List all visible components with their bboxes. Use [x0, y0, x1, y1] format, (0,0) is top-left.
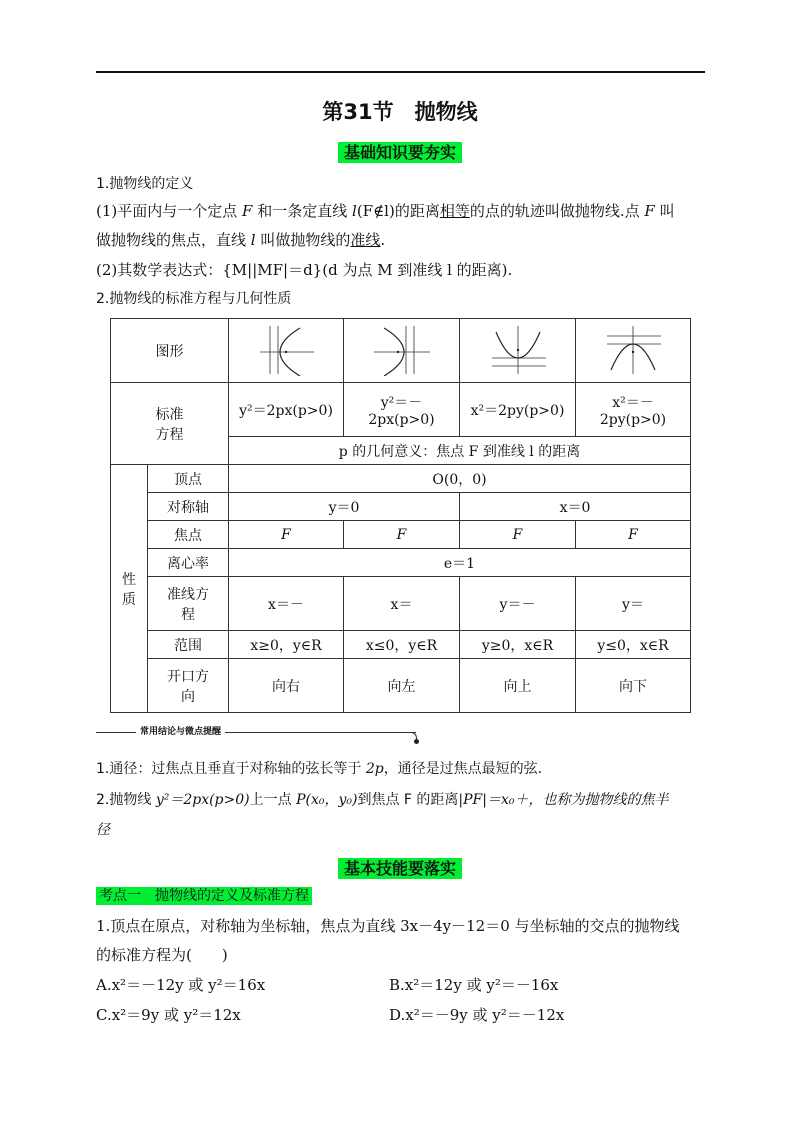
standard-equation-heading: 2.抛物线的标准方程与几何性质 — [96, 291, 292, 307]
option-c[interactable]: C.x²＝9y 或 y²＝12x — [96, 1006, 241, 1024]
section-banner-skills-label: 基本技能要落实 — [338, 858, 462, 879]
option-d[interactable]: D.x²＝－9y 或 y²＝－12x — [389, 1006, 565, 1024]
directrix-value: y＝－ — [460, 577, 576, 631]
directrix-value: x＝ — [344, 577, 460, 631]
focus-label: 焦点 — [148, 521, 229, 549]
parabola-up-figure — [488, 322, 548, 376]
tip-1: 1.通径：过焦点且垂直于对称轴的弦长等于 2p，通径是过焦点最短的弦. — [96, 761, 543, 777]
table-row — [111, 465, 691, 493]
table-row — [111, 549, 691, 577]
table-row — [111, 521, 691, 549]
vertex-label: 顶点 — [148, 465, 229, 493]
option-b[interactable]: B.x²＝12y 或 y²＝－16x — [389, 976, 559, 994]
opening-value: 向右 — [229, 659, 344, 713]
properties-label: 性 质 — [111, 465, 148, 713]
figure-right — [229, 319, 344, 383]
parabola-down-figure — [603, 322, 663, 376]
eccentricity-value: e＝1 — [229, 549, 691, 577]
equation-left: y²＝－ 2px(p>0) — [344, 383, 460, 437]
opening-value: 向左 — [344, 659, 460, 713]
section-banner-skills — [0, 856, 800, 879]
focus-value: F — [576, 521, 691, 549]
range-value: x≤0，y∈R — [344, 631, 460, 659]
equation-up: x²＝2py(p>0) — [460, 383, 576, 437]
figure-label: 图形 — [111, 319, 229, 383]
range-value: x≥0，y∈R — [229, 631, 344, 659]
table-row — [111, 659, 691, 713]
range-value: y≥0，x∈R — [460, 631, 576, 659]
p-meaning: p 的几何意义：焦点 F 到准线 l 的距离 — [229, 437, 691, 465]
definition-line-2: 做抛物线的焦点，直线 l 叫做抛物线的准线. — [96, 231, 386, 249]
axis-value: y＝0 — [229, 493, 460, 521]
opening-value: 向上 — [460, 659, 576, 713]
directrix-label: 准线方 程 — [148, 577, 229, 631]
focus-value: F — [344, 521, 460, 549]
range-value: y≤0，x∈R — [576, 631, 691, 659]
top-rule — [96, 71, 705, 73]
tip-divider-dot — [414, 739, 419, 744]
question-1-stem: 1.顶点在原点，对称轴为坐标轴，焦点为直线 3x－4y－12＝0 与坐标轴的交点的抛物线 — [96, 917, 680, 935]
page-title: 第31节 抛物线 — [322, 100, 478, 124]
kaodian-heading — [96, 885, 312, 905]
axis-value: x＝0 — [460, 493, 691, 521]
directrix-value: x＝－ — [229, 577, 344, 631]
equation-down: x²＝－ 2py(p>0) — [576, 383, 691, 437]
range-label: 范围 — [148, 631, 229, 659]
figure-left — [344, 319, 460, 383]
question-1-stem-2: 的标准方程为( ) — [96, 946, 228, 964]
definition-heading: 1.抛物线的定义 — [96, 176, 194, 192]
table-row — [111, 631, 691, 659]
equation-right: y²＝2px(p>0) — [229, 383, 344, 437]
kaodian-label: 考点一 抛物线的定义及标准方程 — [96, 887, 312, 905]
opening-value: 向下 — [576, 659, 691, 713]
definition-line-1: (1)平面内与一个定点 F 和一条定直线 l(F∉l)的距离相等的点的轨迹叫做抛物线.点 F 叫 — [96, 202, 675, 220]
tip-2: 2.抛物线 y²＝2px(p>0)上一点 P(x₀，y₀)到焦点 F 的距离|PF|＝x₀＋，也称为抛物线的焦半 — [96, 792, 669, 808]
definition-line-3: (2)其数学表达式：{M||MF|＝d}(d 为点 M 到准线 l 的距离). — [96, 261, 513, 279]
equation-label: 标准 方程 — [111, 383, 229, 465]
eccentricity-label: 离心率 — [148, 549, 229, 577]
parabola-left-figure — [372, 322, 432, 376]
parabola-properties-table — [110, 318, 691, 713]
table-row — [111, 493, 691, 521]
section-banner-basics — [0, 140, 800, 163]
figure-down — [576, 319, 691, 383]
tip-2-continued: 径 — [96, 822, 110, 838]
table-row — [111, 319, 691, 383]
vertex-value: O(0，0) — [229, 465, 691, 493]
opening-label: 开口方 向 — [148, 659, 229, 713]
focus-value: F — [229, 521, 344, 549]
directrix-value: y＝ — [576, 577, 691, 631]
table-row — [111, 383, 691, 437]
section-banner-basics-label: 基础知识要夯实 — [338, 142, 462, 163]
option-a[interactable]: A.x²＝－12y 或 y²＝16x — [96, 976, 266, 994]
focus-value: F — [460, 521, 576, 549]
tip-label: 常用结论与微点提醒 — [136, 724, 225, 737]
parabola-right-figure — [256, 322, 316, 376]
figure-up — [460, 319, 576, 383]
table-row — [111, 577, 691, 631]
axis-label: 对称轴 — [148, 493, 229, 521]
